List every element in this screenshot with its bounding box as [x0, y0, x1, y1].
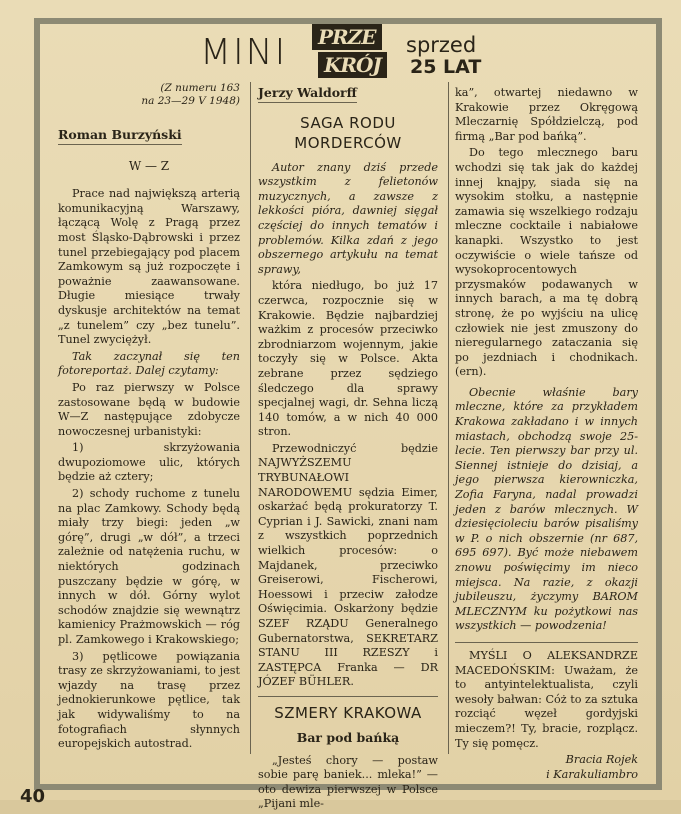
intro-paragraph: Autor znany dziś przede wszystkim z felietonów muzycznych, a zawsze z lekkości pióra, dawniej sięgał częściej do innych tematów i problemów. Kilka zdań z jego obszernego artykułu na temat sprawy,: [258, 160, 438, 276]
paragraph: Przewodniczyć będzie NAJWYŻSZEMU TRYBUNAŁOWI NARODOWEMU sędzia Eimer, oskarżać będą prokuratorzy T. Cyprian i J. Sawicki, znani nam z wszystkich poprzednich wielkich procesów: o Majdanek, przeciwko Greiserowi, Fischerowi, Hoessowi i przeciw załodze Oświęcimia. Oskarżony będzie SZEF RZĄDU Generalnego Gubernatorstwa, SEKRETARZ STANU III RZESZY i ZASTĘPCA Franka — DR JÓZEF BÜHLER.: [258, 441, 438, 689]
logo-bottom-text: KRÓJ: [318, 52, 387, 78]
przekroj-logo: [308, 22, 394, 80]
masthead-sprzed: sprzed: [406, 33, 477, 57]
box-divider: [455, 642, 638, 643]
paragraph: Do tego mlecznego baru wchodzi się tak jak do każdej innej knajpy, siada się na wysokim stołku, a następnie zamawia się wszelkiego rodzaju mleczne cocktaile i nabiałowe kanapki. Wszystko to jest oczywiście o wiele tańsze od wysokoprocentowych przysmaków podawanych w innych barach, a ma tę dobrą stronę, że po wyjściu na ulicę człowiek nie jest zmuszony do nieregularnego zataczania się po jezdniach i chodnikach. (ern).: [455, 146, 638, 379]
masthead-mini: MINI: [200, 32, 288, 73]
signature-line-1: Bracia Rojek: [565, 753, 638, 767]
article-title: W — Z: [128, 158, 170, 173]
middle-column: [258, 86, 438, 814]
paragraph: 3) pętlicowe powiązania trasy ze skrzyżowaniami, to jest wjazdy na trasę przez jednokierunkowe pętlice, tak jak widywaliśmy to na fotografiach słynnych europejskich autostrad.: [58, 649, 240, 751]
author-byline: Roman Burzyński: [58, 128, 182, 145]
logo-top-text: PRZE: [312, 24, 382, 50]
paragraph: Po raz pierwszy w Polsce zastosowane będą w budowie W—Z następujące zdobycze nowoczesnej urbanistyki:: [58, 380, 240, 438]
paragraph: Prace nad największą arterią komunikacyjną Warszawy, łączącą Wolę z Pragą przez most Śląsko-Dąbrowski i przez tunel przebiegający pod placem Zamkowym są już rozpoczęte i poważnie zaawansowane. Długie miesiące trwały dyskusje architektów na temat „z tunelem” czy „bez tunelu”. Tunel zwyciężył.: [58, 187, 240, 347]
author-byline: Jerzy Waldorff: [258, 86, 357, 103]
italic-note: Obecnie właśnie bary mleczne, które za przykładem Krakowa zakładano i w innych miastach, obchodzą swoje 25-lecie. Ten pierwszy bar przy ul. Siennej istnieje do dzisiaj, a jego pierwsza kierowniczka, Zofia Faryna, nadal prowadzi jeden z barów mlecznych. W dziesięcioleciu barów pisaliśmy w P. o nich obszernie (nr 687, 695 697). Być może niebawem znowu poświęcimy im nieco miejsca. Na razie, z okazji jubileuszu, życzymy BAROM MLECZNYM ku pożytkowi nas wszystkich — powodzenia!: [455, 385, 638, 633]
column-divider-right: [448, 82, 449, 754]
paragraph: Tak zaczynał się ten fotoreportaż. Dalej czytamy:: [58, 349, 240, 378]
paragraph: „Jesteś chory — postaw sobie parę baniek... mleka!” — oto dewiza pierwszej w Polsce „Pijani mle-: [258, 753, 438, 811]
column-divider-left: [250, 82, 251, 754]
paragraph: która niedługo, bo już 17 czerwca, rozpocznie się w Krakowie. Będzie najbardziej ważkim z procesów przeciwko zbrodniarzom wojennym, jakie toczyły się w Polsce. Akta zebrane przez sędziego śledczego dla sprawy specjalnej wagi, dr. Sehna liczą 140 tomów, a w nich 40 000 stron.: [258, 279, 438, 439]
section-subheadline: Bar pod bańką: [296, 729, 400, 745]
section-divider: [258, 696, 438, 697]
headline-line-1: SAGA RODU: [300, 113, 396, 132]
paragraph: 2) schody ruchome z tunelu na plac Zamkowy. Schody będą miały trzy biegi: jeden „w górę”, drugi „w dół”, a trzeci zależnie od natężenia ruchu, w niektórych godzinach puszczany będzie w górę, w innych w dół. Górny wylot schodów znajdzie się wewnątrz kamienicy Prażmowskich — róg pl. Zamkowego i Krakowskiego;: [58, 487, 240, 646]
masthead-25-lat: 25 LAT: [410, 56, 482, 78]
issue-note-1: (Z numeru 163: [160, 82, 240, 94]
issue-note-2: na 23—29 V 1948): [141, 95, 240, 107]
right-column: [455, 86, 638, 782]
left-column: [58, 82, 240, 754]
box-text: MYŚLI O ALEKSANDRZE MACEDOŃSKIM: Uważam, że to antyintelektualista, czyli wesoły bałwan: Cóż to za sztuka rozciąć węzeł gordyjski mieczem?! Ty, bracie, rozplącz. Ty się pomęcz.: [455, 648, 638, 750]
masthead: [200, 22, 530, 82]
signature-line-2: i Karakuliambro: [546, 767, 638, 781]
page-number: 40: [20, 786, 46, 807]
headline-line-2: MORDERCÓW: [294, 133, 402, 152]
section-headline: SZMERY KRAKOWA: [274, 703, 422, 722]
paragraph: 1) skrzyżowania dwupoziomowe ulic, których będzie aż cztery;: [58, 441, 240, 484]
paragraph: ka”, otwartej niedawno w Krakowie przez Okręgową Mleczarnię Spółdzielczą, pod firmą „Bar pod bańką”.: [455, 86, 638, 143]
